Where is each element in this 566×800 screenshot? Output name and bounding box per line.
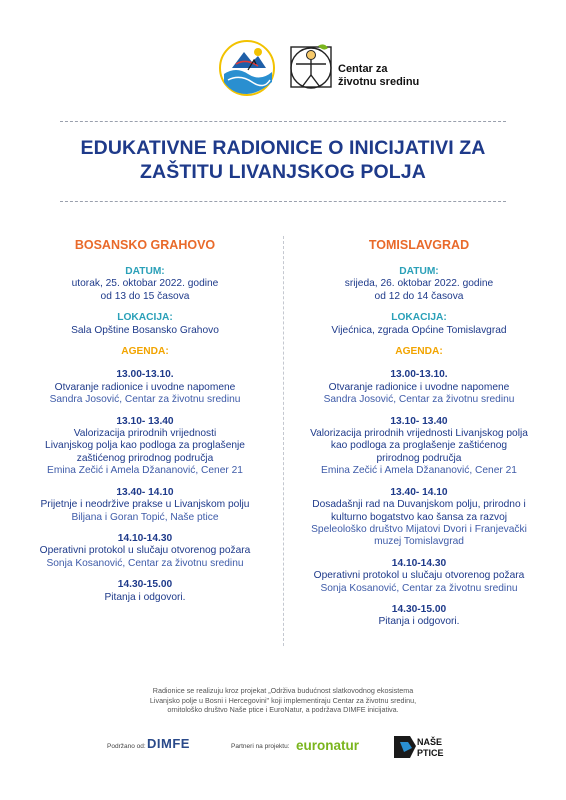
agenda-title: Prijetnje i neodržive prakse u Livanjskom polju [40, 499, 250, 511]
partners-label: Partneri na projektu: [231, 743, 290, 750]
agenda-title: Operativni protokol u slučaju otvorenog požara [39, 545, 251, 557]
agenda-time: 14.10-14.30 [391, 557, 447, 569]
agenda-heading [284, 346, 554, 358]
location-block [284, 312, 554, 337]
agenda-time: 14.30-15.00 [117, 579, 173, 591]
agenda-speaker: Emina Zečić i Amela Džananović, Cener 21 [47, 465, 243, 477]
agenda-speaker: Sonja Kosanović, Centar za životnu sredinu [320, 582, 518, 594]
date-line: srijeda, 26. oktobar 2022. godine [344, 278, 494, 290]
date-label: DATUM: [399, 266, 439, 277]
agenda-heading [15, 346, 275, 358]
city-heading: BOSANSKO GRAHOVO [74, 238, 216, 252]
agenda-list [15, 369, 275, 604]
date-label: DATUM: [125, 266, 165, 277]
date-block [15, 266, 275, 303]
agenda-item [15, 416, 275, 478]
czs-logo-text: Centar za životnu sredinu [338, 63, 420, 88]
agenda-item [284, 369, 554, 406]
page-title: EDUKATIVNE RADIONICE O INICIJATIVI ZA ZAŠTITU LIVANJSKOG POLJA [80, 137, 486, 183]
agenda-title: Valorizacija prirodnih vrijednosti Livanjskog polja [310, 428, 528, 440]
agenda-list [284, 369, 554, 628]
agenda-time: 14.10-14.30 [117, 532, 173, 544]
location-label: LOKACIJA: [117, 312, 173, 324]
agenda-item [284, 558, 554, 595]
location-value: Sala Opštine Bosansko Grahovo [71, 324, 219, 336]
city-heading: TOMISLAVGRAD [368, 238, 470, 252]
agenda-speaker: Emina Zečić i Amela Džananović, Cener 21 [321, 465, 517, 477]
agenda-time: 13.00-13.10. [116, 369, 174, 381]
agenda-item [15, 579, 275, 604]
svg-text:PTICE: PTICE [417, 748, 444, 758]
agenda-title: kao podloga za proglašenje zaštićenog [330, 440, 508, 452]
agenda-title: Livanjskog polja kao podloga za proglašenje [45, 440, 245, 452]
agenda-title: Pitanja i odgovori. [104, 591, 186, 603]
agenda-time: 13.40- 14.10 [390, 486, 448, 498]
project-note: Radionice se realizuju kroz projekat „Održiva budućnost slatkovodnog ekosistema Livanjsko polje u Bosni i Hercegovini" koji implementiraju Centar za životnu sredinu, ornitološko društvo Naše ptice i EuroNatur, a podržava DIMFE inicijativa. [149, 686, 417, 715]
title-dashed-rule [60, 201, 506, 202]
time-line: od 12 do 14 časova [374, 290, 464, 302]
agenda-time: 13.10- 13.40 [390, 415, 448, 427]
agenda-time: 13.40- 14.10 [116, 486, 174, 498]
location-block [15, 312, 275, 337]
nase-ptice-logo [394, 734, 448, 760]
agenda-time: 13.00-13.10. [390, 369, 448, 381]
agenda-item [15, 369, 275, 406]
left-column [15, 238, 275, 613]
agenda-title: Pitanja i odgovori. [378, 616, 460, 628]
agenda-title: Otvaranje radionice i uvodne napomene [328, 381, 510, 393]
agenda-label: AGENDA: [121, 346, 169, 358]
agenda-title: Operativni protokol u slučaju otvorenog požara [313, 570, 525, 582]
agenda-title: Otvaranje radionice i uvodne napomene [54, 381, 236, 393]
agenda-speaker: Biljana i Goran Topić, Naše ptice [71, 511, 219, 523]
sponsor-bar [0, 734, 566, 764]
agenda-item [284, 416, 554, 478]
association-logo [218, 38, 276, 100]
vitruvian-figure-icon [288, 42, 334, 94]
agenda-speaker: Sandra Josović, Centar za životnu sredinu [49, 394, 241, 406]
agenda-title: prirodnog područja [376, 452, 462, 464]
header-logos [0, 38, 566, 102]
agenda-title: Dosadašnji rad na Duvanjskom polju, prirodno i [312, 499, 526, 511]
time-line: od 13 do 15 časova [100, 290, 190, 302]
agenda-speaker: Speleološko društvo Mijatovi Dvori i Franjevački [311, 523, 527, 535]
date-line: utorak, 25. oktobar 2022. godine [71, 278, 219, 290]
location-value: Vijećnica, zgrada Općine Tomislavgrad [331, 324, 507, 336]
agenda-item [15, 533, 275, 570]
dimfe-logo: DIMFE [147, 736, 190, 751]
euronatur-logo: euronatur [296, 738, 360, 753]
agenda-item [284, 487, 554, 549]
agenda-time: 13.10- 13.40 [116, 415, 174, 427]
agenda-time: 14.30-15.00 [391, 603, 447, 615]
agenda-label: AGENDA: [395, 346, 443, 358]
agenda-speaker: Sonja Kosanović, Centar za životnu sredinu [46, 557, 244, 569]
top-dashed-rule [60, 121, 506, 122]
agenda-title: Valorizacija prirodnih vrijednosti [73, 428, 217, 440]
right-column [284, 238, 554, 638]
location-label: LOKACIJA: [391, 312, 447, 324]
svg-text:NAŠE: NAŠE [417, 737, 443, 747]
agenda-title: zaštićenog prirodnog područja [76, 452, 214, 464]
agenda-speaker: Sandra Josović, Centar za životnu sredinu [323, 394, 515, 406]
date-block [284, 266, 554, 303]
agenda-title: kulturno bogatstvo kao šansa za razvoj [330, 511, 508, 523]
supported-by-label: Podržano od: [107, 743, 146, 750]
agenda-item [284, 604, 554, 629]
agenda-speaker: muzej Tomislavgrad [374, 536, 464, 548]
agenda-item [15, 487, 275, 524]
